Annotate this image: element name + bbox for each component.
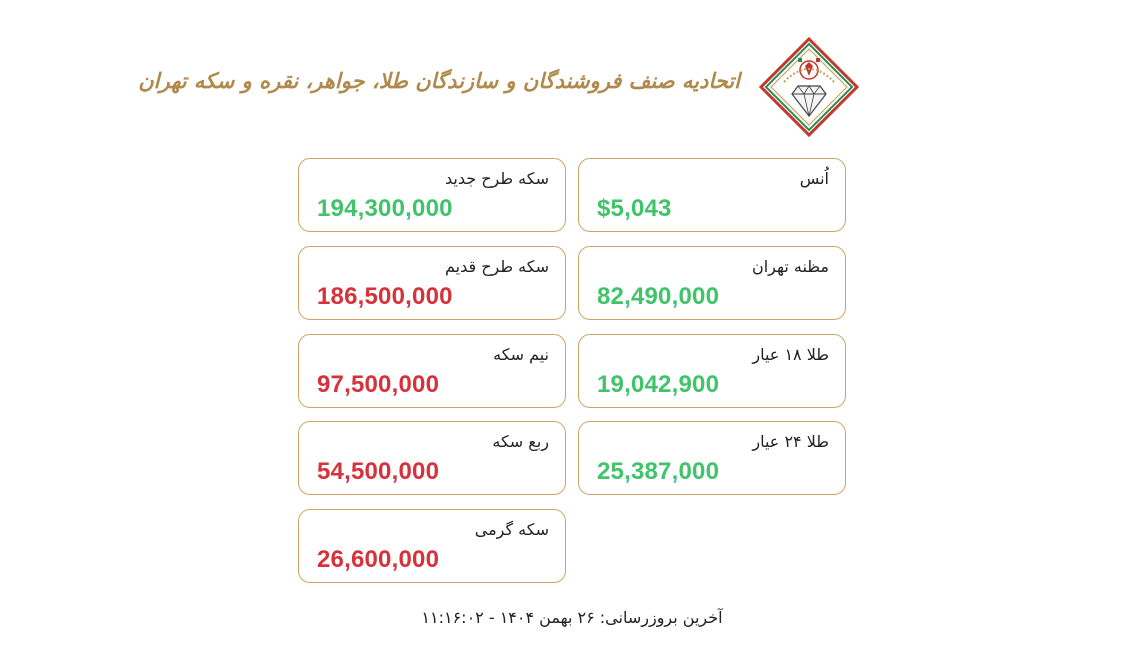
card-ounce bbox=[578, 158, 846, 232]
card-label: طلا ۲۴ عیار bbox=[752, 432, 829, 451]
card-label: ربع سکه bbox=[492, 432, 549, 451]
card-value: 19,042,900 bbox=[597, 371, 720, 398]
card-value: 25,387,000 bbox=[597, 458, 720, 485]
card-mazaneh bbox=[578, 246, 846, 320]
card-label: طلا ۱۸ عیار bbox=[752, 345, 829, 364]
card-gram-coin bbox=[298, 509, 566, 583]
card-label: سکه طرح جدید bbox=[444, 169, 549, 188]
last-update-text: آخرین بروزرسانی: ۲۶ بهمن ۱۴۰۴ - ۱۱:۱۶:۰۲ bbox=[421, 608, 723, 627]
card-value: 82,490,000 bbox=[597, 283, 720, 310]
card-value: 54,500,000 bbox=[317, 458, 440, 485]
card-value: $5,043 bbox=[597, 195, 672, 222]
card-value: 97,500,000 bbox=[317, 371, 440, 398]
card-label: اُنس bbox=[799, 169, 829, 188]
card-label: سکه گرمی bbox=[474, 520, 549, 539]
card-gold-24 bbox=[578, 421, 846, 495]
card-label: نیم سکه bbox=[493, 345, 549, 364]
card-label: مظنه تهران bbox=[751, 257, 829, 276]
card-gold-18 bbox=[578, 334, 846, 408]
card-label: سکه طرح قدیم bbox=[444, 257, 549, 276]
header bbox=[138, 30, 860, 140]
org-title: اتحادیه صنف فروشندگان و سازندگان طلا، جواهر، نقره و سکه تهران bbox=[138, 68, 740, 93]
card-value: 186,500,000 bbox=[317, 283, 453, 310]
card-quarter-coin bbox=[298, 421, 566, 495]
card-value: 194,300,000 bbox=[317, 195, 453, 222]
card-half-coin bbox=[298, 334, 566, 408]
diamond-emblem-icon bbox=[758, 36, 860, 138]
card-coin-new bbox=[298, 158, 566, 232]
card-value: 26,600,000 bbox=[317, 546, 440, 573]
card-coin-old bbox=[298, 246, 566, 320]
